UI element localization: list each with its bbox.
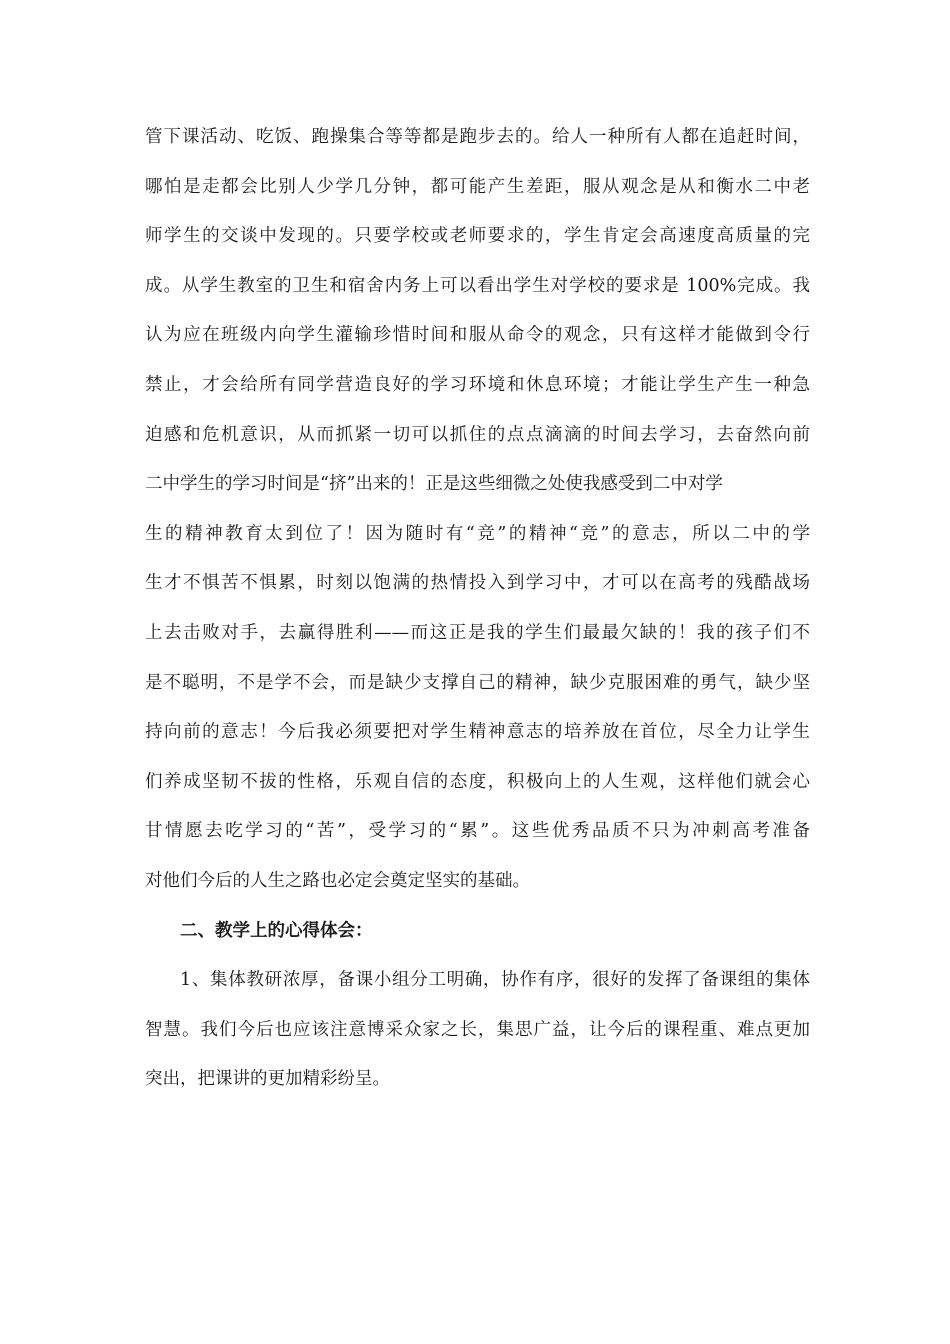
document-body bbox=[145, 122, 810, 1114]
text-line: 持向前的意志！今后我必须要把对学生精神意志的培养放在首位，尽全力让学生 bbox=[145, 722, 810, 743]
paragraph-observations bbox=[145, 122, 810, 916]
section-heading: 二、教学上的心得体会： bbox=[180, 920, 373, 941]
text-line: 成。从学生教室的卫生和宿舍内务上可以看出学生对学校的要求是 100%完成。我 bbox=[145, 275, 810, 296]
paragraph-teaching bbox=[145, 965, 810, 1114]
text-line: 上去击败对手，去赢得胜利——而这正是我的学生们最最欠缺的！我的孩子们不 bbox=[145, 622, 810, 643]
text-line: 管下课活动、吃饭、跑操集合等等都是跑步去的。给人一种所有人都在追赶时间， bbox=[145, 127, 810, 147]
text-line: 迫感和危机意识，从而抓紧一切可以抓住的点点滴滴的时间去学习，去奋然向前 bbox=[145, 424, 810, 445]
text-line: 智慧。我们今后也应该注意博采众家之长，集思广益，让今后的课程重、难点更加 bbox=[145, 1019, 810, 1040]
text-line: 生的精神教育太到位了！因为随时有“竞”的精神“竞”的意志，所以二中的学 bbox=[145, 523, 810, 544]
text-line: 是不聪明，不是学不会，而是缺少支撑自己的精神，缺少克服困难的勇气，缺少坚 bbox=[145, 672, 810, 693]
text-line: 师学生的交谈中发现的。只要学校或老师要求的，学生肯定会高速度高质量的完 bbox=[145, 226, 810, 247]
text-line: 1、集体教研浓厚，备课小组分工明确，协作有序，很好的发挥了备课组的集体 bbox=[180, 970, 810, 991]
text-line: 哪怕是走都会比别人少学几分钟，都可能产生差距，服从观念是从和衡水二中老 bbox=[145, 176, 810, 197]
text-line: 对他们今后的人生之路也必定会奠定坚实的基础。 bbox=[145, 870, 530, 891]
text-line: 们养成坚韧不拔的性格，乐观自信的态度，积极向上的人生观，这样他们就会心 bbox=[145, 771, 810, 792]
text-line: 禁止，才会给所有同学营造良好的学习环境和休息环境；才能让学生产生一种急 bbox=[145, 374, 810, 395]
text-line: 突出，把课讲的更加精彩纷呈。 bbox=[145, 1069, 390, 1090]
text-line: 认为应在班级内向学生灌输珍惜时间和服从命令的观念，只有这样才能做到令行 bbox=[145, 325, 810, 346]
text-line: 甘情愿去吃学习的“苦”，受学习的“累”。这些优秀品质不只为冲刺高考准备 bbox=[145, 821, 810, 842]
text-line: 生才不惧苦不惧累，时刻以饱满的热情投入到学习中，才可以在高考的残酷战场 bbox=[145, 573, 810, 594]
text-line: 二中学生的学习时间是“挤”出来的！正是这些细微之处使我感受到二中对学 bbox=[145, 474, 723, 495]
